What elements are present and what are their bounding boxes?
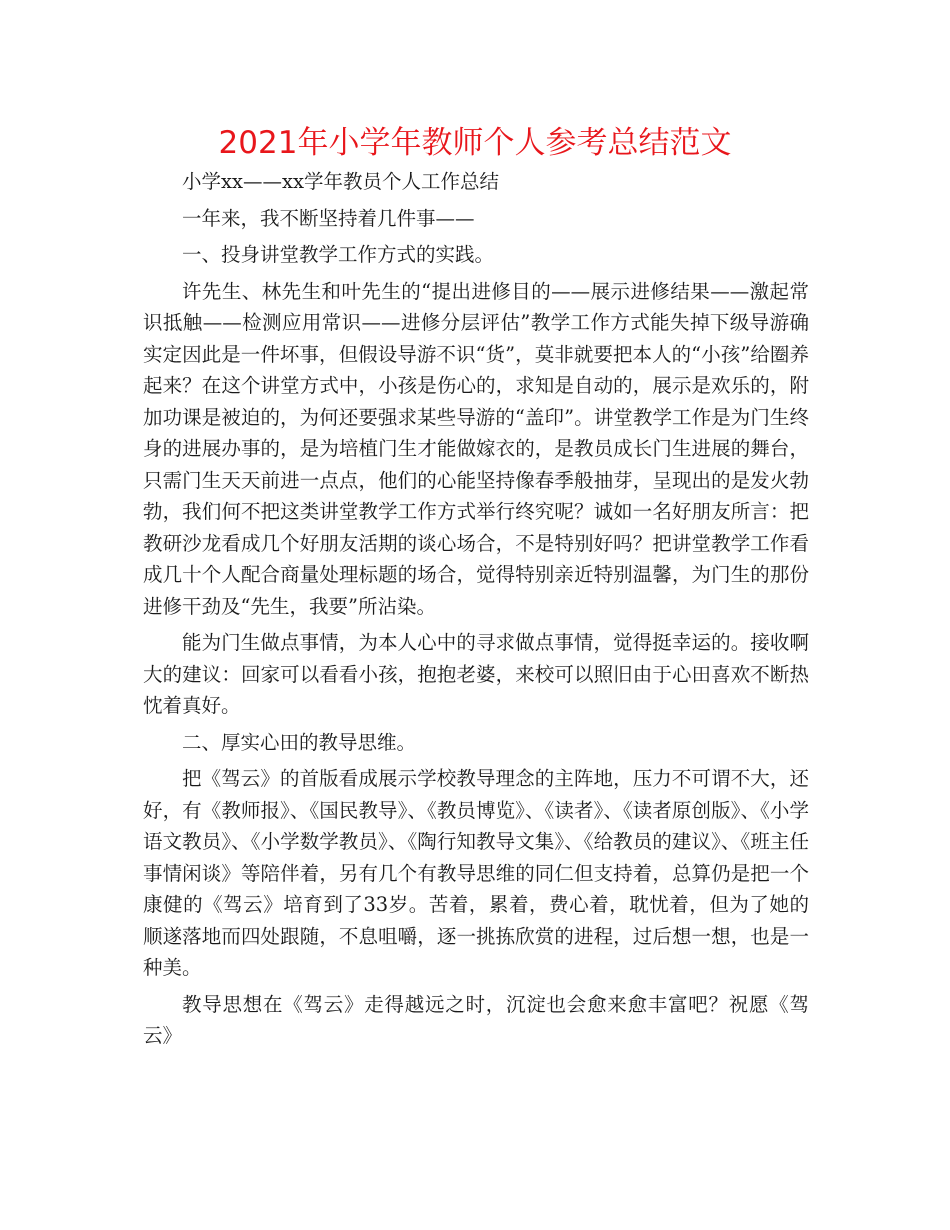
paragraph-subtitle: 小学xx——xx学年教员个人工作总结 bbox=[182, 170, 499, 193]
paragraph: 教导思想在《驾云》走得越远之时，沉淀也会愈来愈丰富吧？祝愿《驾云》 bbox=[143, 992, 809, 1047]
document-title: 2021年小学年教师个人参考总结范文 bbox=[218, 125, 732, 161]
paragraph: 许先生、林先生和叶先生的“提出进修目的——展示进修结果——激起常识抵触——检测应用常识——进修分层评估”教学工作方式能失掉下级导游确实定因此是一件坏事，但假设导游不识“货”，莫非就要把本人的“小孩”给圈养起来？在这个讲堂方式中，小孩是伤心的，求知是自动的，展示是欢乐的，附加功课是被迫的，为何还要强求某些导游的“盖印”。讲堂教学工作是为门生终身的进展办事的，是为培植门生才能做嫁衣的，是教员成长门生进展的舞台，只需门生天天前进一点点，他们的心能坚持像春季般抽芽，呈现出的是发火勃勃，我们何不把这类讲堂教学工作方式举行终究呢？诚如一名好朋友所言：把教研沙龙看成几个好朋友活期的谈心场合，不是特别好吗？把讲堂教学工作看成几十个人配合商量处理标题的场合，觉得特别亲近特别温馨，为门生的那份进修干劲及“先生，我要”所沾染。 bbox=[143, 279, 809, 618]
section-heading-1: 一、投身讲堂教学工作方式的实践。 bbox=[182, 243, 495, 266]
paragraph: 把《驾云》的首版看成展示学校教导理念的主阵地，压力不可谓不大，还好，有《教师报》、《国民教导》、《教员博览》、《读者》、《读者原创版》、《小学语文教员》、《小学数学教员》、《陶行知教导文集》、《给教员的建议》、《班主任事情闲谈》等陪伴着，另有几个有教导思维的同仁但支持着，总算仍是把一个康健的《驾云》培育到了33岁。苦着，累着，费心着，耽忧着，但为了她的顺遂落地而四处跟随，不息咀嚼，逐一挑拣欣赏的进程，过后想一想，也是一种美。 bbox=[143, 767, 809, 979]
section-heading-2: 二、厚实心田的教导思维。 bbox=[182, 730, 417, 754]
document-body bbox=[143, 166, 809, 1057]
paragraph: 能为门生做点事情，为本人心中的寻求做点事情，觉得挺幸运的。接收啊大的建议：回家可以看看小孩，抱抱老婆，来校可以照旧由于心田喜欢不断热忱着真好。 bbox=[143, 631, 809, 717]
paragraph-intro: 一年来，我不断坚持着几件事—— bbox=[182, 206, 475, 230]
